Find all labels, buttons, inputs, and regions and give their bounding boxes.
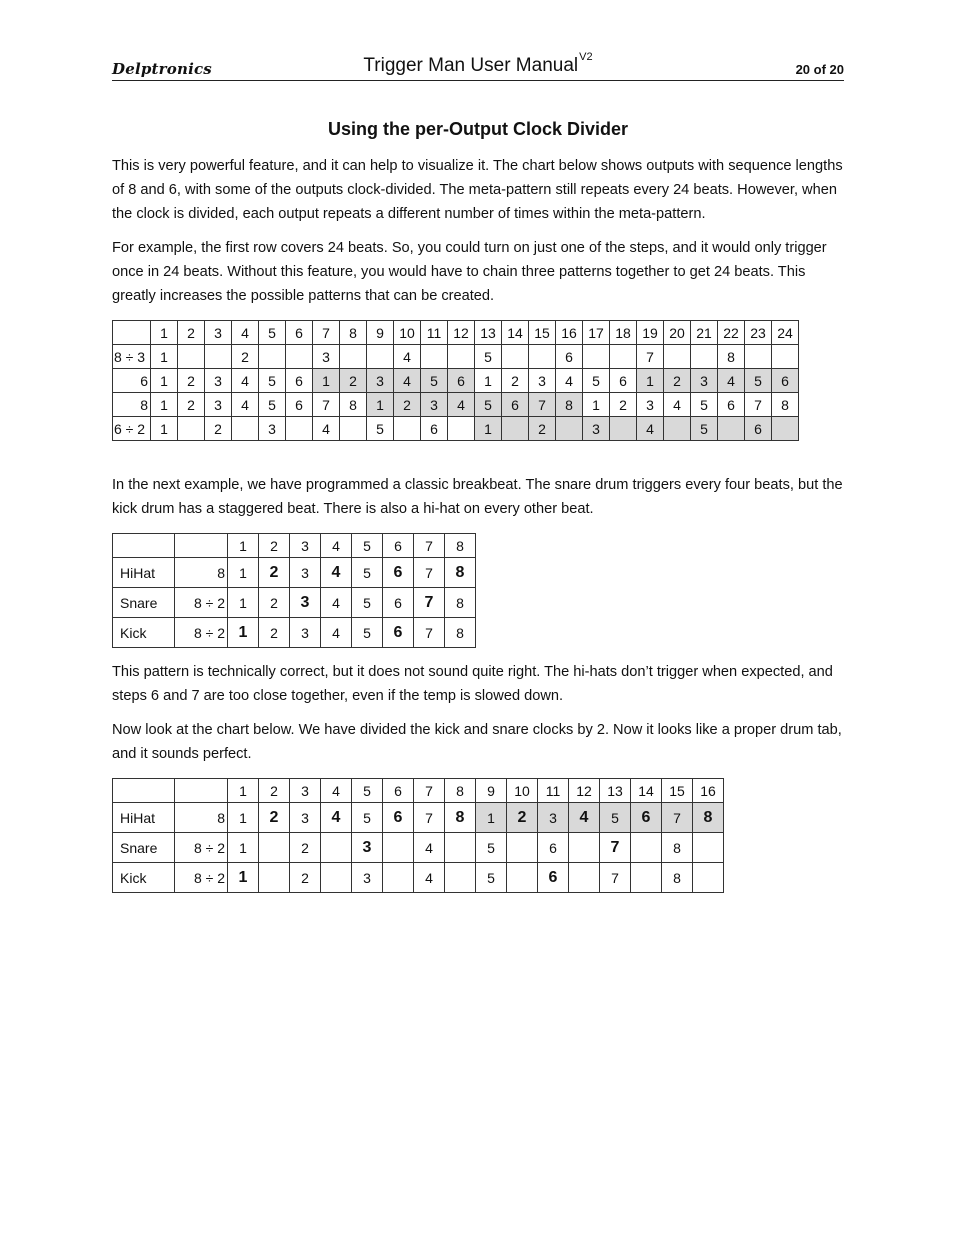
step-cell: 7	[600, 833, 631, 863]
header-cell: 6	[383, 534, 414, 558]
step-cell: 1	[228, 558, 259, 588]
table-header-row	[113, 321, 799, 345]
step-cell	[178, 345, 205, 369]
step-cell: 4	[321, 558, 352, 588]
header-cell: 14	[631, 779, 662, 803]
header-cell	[113, 321, 151, 345]
row-label: 8	[113, 393, 151, 417]
table-row	[113, 369, 799, 393]
header-cell: 5	[352, 534, 383, 558]
step-cell: 4	[394, 345, 421, 369]
header-cell	[113, 534, 175, 558]
step-cell: 2	[610, 393, 637, 417]
step-cell: 1	[367, 393, 394, 417]
header-cell	[175, 779, 228, 803]
step-cell: 1	[475, 369, 502, 393]
step-cell: 1	[637, 369, 664, 393]
header-cell: 13	[475, 321, 502, 345]
header-cell: 20	[664, 321, 691, 345]
step-cell: 8	[662, 833, 693, 863]
step-cell: 3	[290, 803, 321, 833]
step-cell: 4	[232, 369, 259, 393]
step-cell	[259, 345, 286, 369]
step-cell: 3	[352, 833, 383, 863]
step-cell: 6	[610, 369, 637, 393]
step-cell: 1	[151, 369, 178, 393]
meta-pattern-table	[112, 320, 799, 441]
step-cell: 7	[745, 393, 772, 417]
step-cell: 6	[383, 558, 414, 588]
page-number: 20 of 20	[795, 62, 844, 77]
step-cell: 6	[556, 345, 583, 369]
instrument-label: HiHat	[113, 558, 175, 588]
step-cell: 1	[228, 833, 259, 863]
step-cell: 5	[691, 393, 718, 417]
step-cell	[205, 345, 232, 369]
step-cell: 8	[445, 588, 476, 618]
clock-divider: 8 ÷ 2	[175, 588, 228, 618]
table-row	[113, 863, 724, 893]
step-cell: 2	[205, 417, 232, 441]
step-cell: 6	[286, 369, 313, 393]
header-cell: 9	[367, 321, 394, 345]
step-cell: 3	[367, 369, 394, 393]
row-label: 6 ÷ 2	[113, 417, 151, 441]
step-cell: 1	[151, 345, 178, 369]
step-cell: 1	[313, 369, 340, 393]
step-cell: 8	[662, 863, 693, 893]
step-cell: 3	[637, 393, 664, 417]
header-cell: 6	[286, 321, 313, 345]
step-cell: 5	[475, 345, 502, 369]
instrument-label: Kick	[113, 863, 175, 893]
step-cell: 4	[321, 618, 352, 648]
step-cell: 8	[693, 803, 724, 833]
step-cell: 7	[637, 345, 664, 369]
step-cell	[445, 833, 476, 863]
step-cell: 4	[414, 833, 445, 863]
step-cell	[286, 345, 313, 369]
header-cell: 16	[556, 321, 583, 345]
step-cell: 2	[502, 369, 529, 393]
step-cell: 8	[445, 803, 476, 833]
step-cell: 7	[414, 558, 445, 588]
instrument-label: Kick	[113, 618, 175, 648]
step-cell: 5	[745, 369, 772, 393]
step-cell	[664, 345, 691, 369]
step-cell: 4	[556, 369, 583, 393]
header-cell: 10	[394, 321, 421, 345]
step-cell	[502, 417, 529, 441]
header-cell: 15	[662, 779, 693, 803]
step-cell	[259, 863, 290, 893]
breakbeat-table	[112, 533, 476, 648]
step-cell: 1	[475, 417, 502, 441]
step-cell: 6	[631, 803, 662, 833]
page-header	[112, 51, 844, 81]
step-cell: 6	[448, 369, 475, 393]
header-cell: 19	[637, 321, 664, 345]
step-cell	[448, 417, 475, 441]
step-cell: 2	[290, 863, 321, 893]
header-cell: 13	[600, 779, 631, 803]
step-cell: 3	[259, 417, 286, 441]
step-cell: 5	[352, 558, 383, 588]
step-cell: 7	[662, 803, 693, 833]
step-cell	[340, 345, 367, 369]
header-cell: 2	[259, 534, 290, 558]
step-cell: 5	[476, 863, 507, 893]
step-cell: 4	[414, 863, 445, 893]
step-cell: 8	[772, 393, 799, 417]
step-cell: 5	[352, 588, 383, 618]
step-cell: 5	[352, 618, 383, 648]
step-cell: 2	[178, 393, 205, 417]
step-cell	[507, 863, 538, 893]
step-cell: 3	[290, 588, 321, 618]
step-cell: 5	[259, 393, 286, 417]
header-cell: 4	[232, 321, 259, 345]
step-cell: 4	[448, 393, 475, 417]
step-cell: 3	[290, 558, 321, 588]
step-cell: 1	[228, 803, 259, 833]
step-cell: 6	[383, 588, 414, 618]
header-cell: 10	[507, 779, 538, 803]
step-cell: 5	[476, 833, 507, 863]
step-cell	[340, 417, 367, 441]
header-cell: 1	[151, 321, 178, 345]
header-cell: 15	[529, 321, 556, 345]
header-cell: 9	[476, 779, 507, 803]
step-cell	[569, 833, 600, 863]
header-cell: 6	[383, 779, 414, 803]
header-cell: 24	[772, 321, 799, 345]
step-cell	[631, 833, 662, 863]
header-cell: 12	[448, 321, 475, 345]
step-cell: 3	[691, 369, 718, 393]
header-cell	[113, 779, 175, 803]
step-cell: 2	[664, 369, 691, 393]
step-cell	[394, 417, 421, 441]
paragraph-divided: Now look at the chart below. We have divided the kick and snare clocks by 2. Now it looks like a proper drum tab, and it sounds perfect.	[112, 722, 842, 762]
step-cell: 5	[421, 369, 448, 393]
step-cell: 3	[205, 369, 232, 393]
step-cell: 2	[507, 803, 538, 833]
header-cell: 17	[583, 321, 610, 345]
step-cell: 6	[538, 833, 569, 863]
instrument-label: Snare	[113, 588, 175, 618]
step-cell: 3	[205, 393, 232, 417]
section-title: Using the per-Output Clock Divider	[327, 119, 629, 139]
step-cell: 7	[313, 393, 340, 417]
row-label: 8 ÷ 3	[113, 345, 151, 369]
step-cell: 5	[259, 369, 286, 393]
step-cell: 3	[313, 345, 340, 369]
step-cell: 3	[352, 863, 383, 893]
step-cell: 6	[772, 369, 799, 393]
table-row	[113, 833, 724, 863]
step-cell	[610, 417, 637, 441]
step-cell: 6	[421, 417, 448, 441]
step-cell: 3	[538, 803, 569, 833]
header-cell: 7	[414, 534, 445, 558]
paragraph-breakbeat: In the next example, we have programmed a classic breakbeat. The snare drum triggers every four beats, but the kick drum has a staggered beat. There is also a hi-hat on every other beat.	[112, 477, 843, 517]
step-cell	[421, 345, 448, 369]
step-cell: 8	[556, 393, 583, 417]
table-row	[113, 417, 799, 441]
header-cell: 4	[321, 534, 352, 558]
step-cell	[691, 345, 718, 369]
step-cell: 1	[476, 803, 507, 833]
step-cell	[664, 417, 691, 441]
step-cell	[507, 833, 538, 863]
step-cell: 7	[529, 393, 556, 417]
step-cell	[445, 863, 476, 893]
step-cell	[529, 345, 556, 369]
step-cell	[502, 345, 529, 369]
step-cell: 4	[321, 588, 352, 618]
header-cell: 21	[691, 321, 718, 345]
step-cell: 1	[228, 588, 259, 618]
header-cell: 16	[693, 779, 724, 803]
header-cell: 3	[290, 534, 321, 558]
step-cell	[232, 417, 259, 441]
step-cell: 6	[383, 803, 414, 833]
table-header-row	[113, 779, 724, 803]
step-cell: 7	[414, 588, 445, 618]
step-cell	[178, 417, 205, 441]
header-cell: 4	[321, 779, 352, 803]
step-cell: 3	[421, 393, 448, 417]
instrument-label: HiHat	[113, 803, 175, 833]
header-cell: 8	[340, 321, 367, 345]
header-cell: 7	[414, 779, 445, 803]
step-cell: 4	[718, 369, 745, 393]
step-cell: 2	[259, 588, 290, 618]
step-cell	[772, 345, 799, 369]
header-cell: 12	[569, 779, 600, 803]
step-cell: 6	[383, 618, 414, 648]
step-cell: 2	[232, 345, 259, 369]
step-cell: 6	[745, 417, 772, 441]
step-cell: 4	[664, 393, 691, 417]
clock-divider: 8	[175, 558, 228, 588]
step-cell: 5	[600, 803, 631, 833]
step-cell	[259, 833, 290, 863]
step-cell: 6	[538, 863, 569, 893]
step-cell: 2	[340, 369, 367, 393]
step-cell: 1	[583, 393, 610, 417]
step-cell	[693, 833, 724, 863]
header-cell: 23	[745, 321, 772, 345]
document-title	[112, 51, 844, 77]
step-cell: 8	[340, 393, 367, 417]
step-cell: 3	[583, 417, 610, 441]
table-row	[113, 803, 724, 833]
step-cell: 1	[151, 417, 178, 441]
step-cell: 7	[414, 618, 445, 648]
step-cell: 4	[321, 803, 352, 833]
header-cell: 2	[259, 779, 290, 803]
step-cell: 5	[583, 369, 610, 393]
step-cell	[321, 833, 352, 863]
step-cell: 4	[637, 417, 664, 441]
header-cell: 5	[352, 779, 383, 803]
step-cell: 8	[718, 345, 745, 369]
step-cell: 1	[228, 618, 259, 648]
step-cell: 2	[529, 417, 556, 441]
step-cell: 2	[259, 558, 290, 588]
step-cell: 2	[178, 369, 205, 393]
header-cell: 3	[205, 321, 232, 345]
header-cell: 11	[538, 779, 569, 803]
clock-divider: 8 ÷ 2	[175, 863, 228, 893]
step-cell	[610, 345, 637, 369]
table-row	[113, 618, 476, 648]
table-header-row	[113, 534, 476, 558]
header-cell: 18	[610, 321, 637, 345]
row-label: 6	[113, 369, 151, 393]
header-cell: 11	[421, 321, 448, 345]
step-cell: 2	[394, 393, 421, 417]
step-cell: 5	[367, 417, 394, 441]
header-cell: 2	[178, 321, 205, 345]
step-cell: 2	[259, 803, 290, 833]
header-cell: 14	[502, 321, 529, 345]
step-cell: 2	[259, 618, 290, 648]
clock-divider: 8 ÷ 2	[175, 833, 228, 863]
clock-divider: 8	[175, 803, 228, 833]
step-cell: 6	[502, 393, 529, 417]
step-cell	[383, 833, 414, 863]
instrument-label: Snare	[113, 833, 175, 863]
step-cell	[556, 417, 583, 441]
step-cell	[631, 863, 662, 893]
header-cell: 7	[313, 321, 340, 345]
document-title-version: V2	[579, 51, 593, 63]
table-row	[113, 345, 799, 369]
divided-drum-table	[112, 778, 724, 893]
step-cell: 5	[475, 393, 502, 417]
step-cell	[693, 863, 724, 893]
step-cell: 5	[352, 803, 383, 833]
paragraph-intro: This is very powerful feature, and it can help to visualize it. The chart below shows outputs with sequence lengths of 8 and 6, with some of the outputs clock-divided. The meta-pattern still repeats every 24 beats. However, when the clock is divided, each output repeats a different number of times within the meta-pattern.	[112, 158, 843, 222]
clock-divider: 8 ÷ 2	[175, 618, 228, 648]
table-row	[113, 588, 476, 618]
step-cell	[286, 417, 313, 441]
step-cell: 4	[313, 417, 340, 441]
step-cell	[367, 345, 394, 369]
step-cell	[718, 417, 745, 441]
header-cell: 3	[290, 779, 321, 803]
step-cell: 1	[228, 863, 259, 893]
step-cell: 7	[414, 803, 445, 833]
step-cell: 4	[569, 803, 600, 833]
manual-page	[112, 51, 844, 893]
step-cell: 6	[286, 393, 313, 417]
step-cell	[321, 863, 352, 893]
brand-logo: Delptronics	[112, 60, 212, 78]
step-cell: 3	[529, 369, 556, 393]
step-cell: 8	[445, 558, 476, 588]
paragraph-issue: This pattern is technically correct, but it does not sound quite right. The hi-hats don’t trigger when expected, and steps 6 and 7 are too close together, even if the temp is slowed down.	[112, 664, 833, 704]
step-cell	[383, 863, 414, 893]
header-cell: 1	[228, 779, 259, 803]
step-cell: 1	[151, 393, 178, 417]
step-cell: 5	[691, 417, 718, 441]
step-cell	[448, 345, 475, 369]
step-cell: 4	[232, 393, 259, 417]
step-cell: 6	[718, 393, 745, 417]
step-cell	[745, 345, 772, 369]
header-cell: 5	[259, 321, 286, 345]
header-cell	[175, 534, 228, 558]
step-cell: 7	[600, 863, 631, 893]
table-row	[113, 393, 799, 417]
step-cell	[583, 345, 610, 369]
step-cell	[772, 417, 799, 441]
step-cell: 2	[290, 833, 321, 863]
table-row	[113, 558, 476, 588]
header-cell: 8	[445, 534, 476, 558]
paragraph-example: For example, the first row covers 24 beats. So, you could turn on just one of the steps, and it would only trigger once in 24 beats. Without this feature, you would have to chain three patterns together to get 24 beats. This greatly increases the possible patterns that can be created.	[112, 240, 827, 304]
step-cell	[569, 863, 600, 893]
header-cell: 1	[228, 534, 259, 558]
step-cell: 3	[290, 618, 321, 648]
document-title-text: Trigger Man User Manual	[363, 55, 579, 76]
header-cell: 22	[718, 321, 745, 345]
header-cell: 8	[445, 779, 476, 803]
step-cell: 8	[445, 618, 476, 648]
step-cell: 4	[394, 369, 421, 393]
